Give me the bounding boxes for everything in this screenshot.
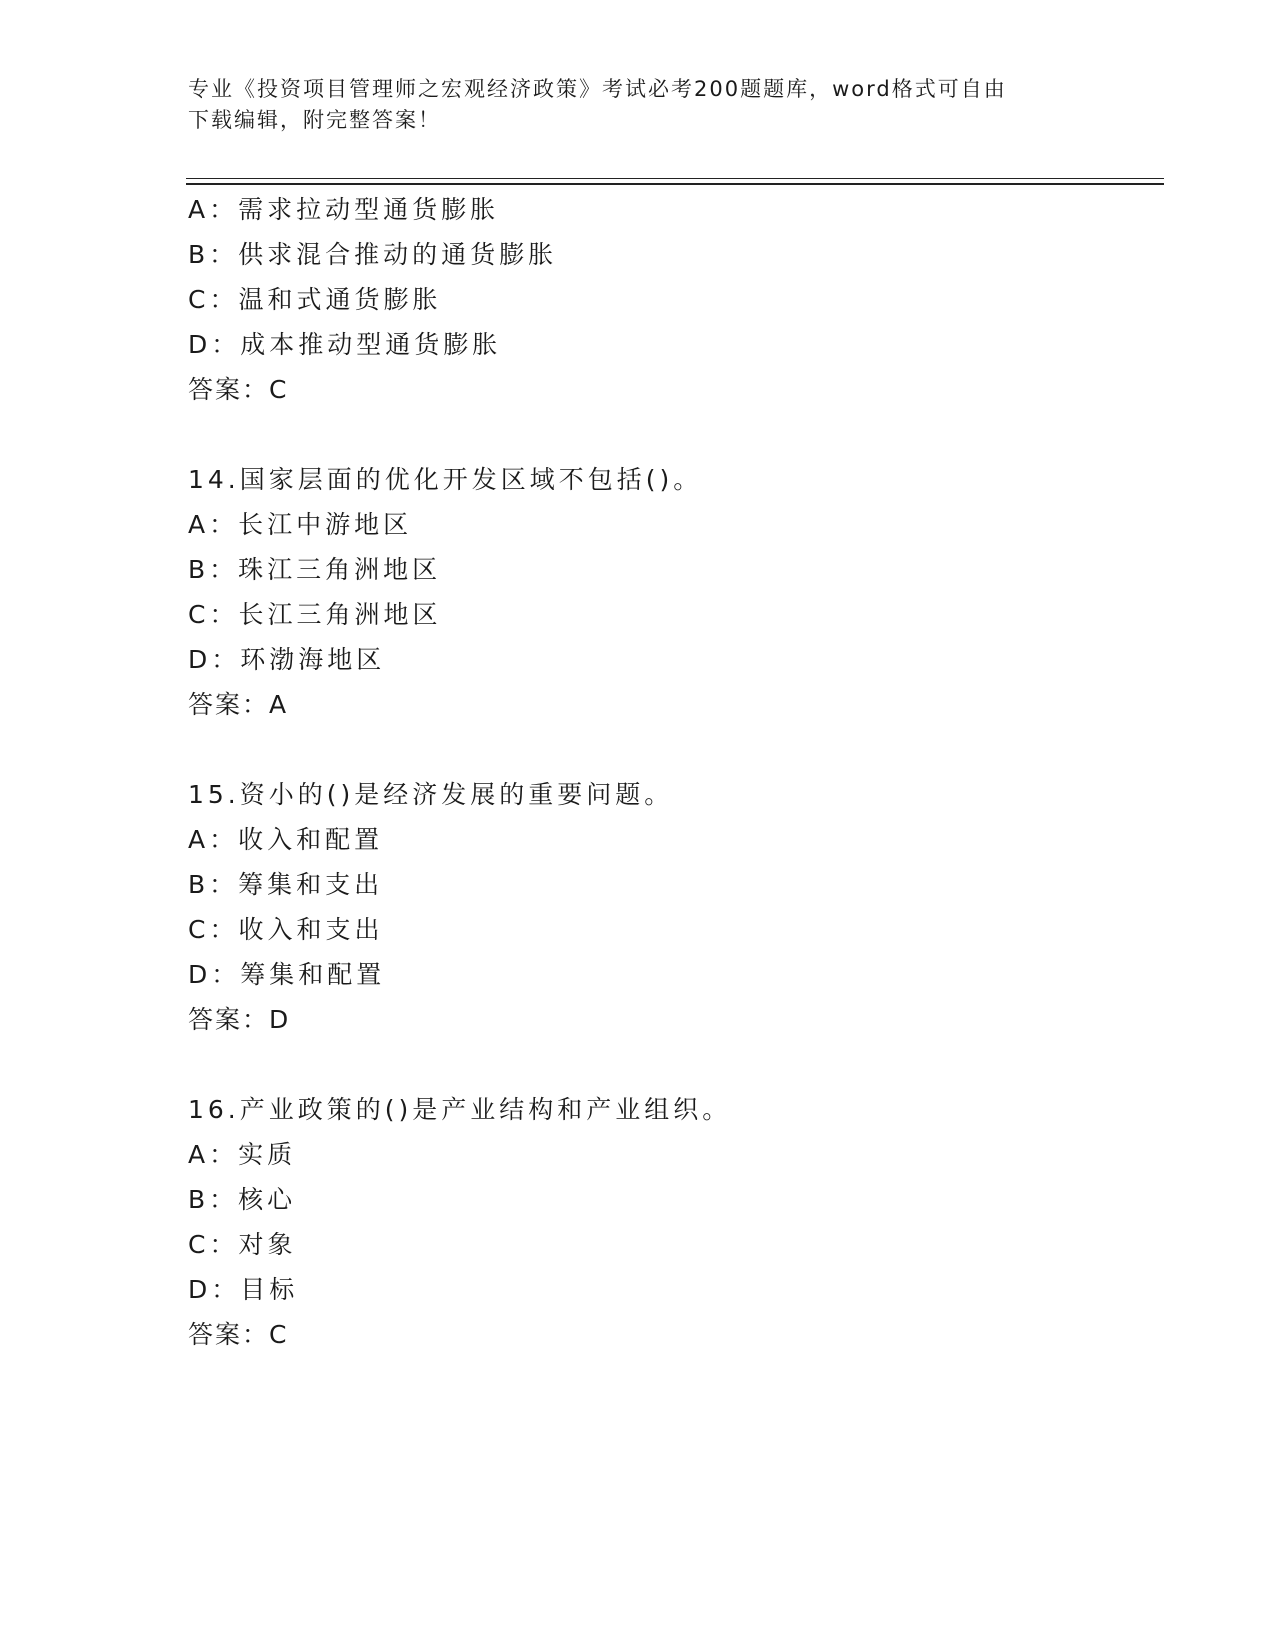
q15-option-c: C：收入和支出 [188,915,384,944]
q15-answer-value: D [269,1005,290,1034]
q13-option-d: D：成本推动型通货膨胀 [188,330,502,359]
q16-option-b: B：核心 [188,1185,297,1214]
q15-answer-label: 答案： [188,1005,270,1034]
q15-option-a: A：收入和配置 [188,825,384,854]
q13-option-a: A：需求拉动型通货膨胀 [188,195,500,224]
q13-option-c: C：温和式通货膨胀 [188,285,442,314]
q13-answer [188,375,287,405]
q16-answer [188,1320,287,1350]
q13-option-b: B：供求混合推动的通货膨胀 [188,240,558,269]
q14-option-c: C：长江三角洲地区 [188,600,442,629]
q16-option-a: A：实质 [188,1140,297,1169]
header-line-1: 专业《投资项目管理师之宏观经济政策》考试必考200题题库，word格式可自由 [188,77,1007,101]
q14-question: 14.国家层面的优化开发区域不包括()。 [188,465,703,494]
q16-option-d: D：目标 [188,1275,299,1304]
q14-option-a: A：长江中游地区 [188,510,413,539]
q14-answer [188,690,287,720]
header-divider-thin [186,178,1164,179]
q16-answer-value: C [269,1320,288,1349]
q15-question: 15.资小的()是经济发展的重要问题。 [188,780,674,809]
q15-option-b: B：筹集和支出 [188,870,384,899]
q15-option-d: D：筹集和配置 [188,960,386,989]
q15-answer [188,1005,289,1035]
q16-option-c: C：对象 [188,1230,297,1259]
q14-answer-label: 答案： [188,690,270,719]
document-header [188,74,1088,136]
q14-answer-value: A [269,690,288,719]
q16-question: 16.产业政策的()是产业结构和产业组织。 [188,1095,732,1124]
q14-option-b: B：珠江三角洲地区 [188,555,442,584]
q13-answer-value: C [269,375,288,404]
header-divider-thick [186,183,1164,185]
q16-answer-label: 答案： [188,1320,270,1349]
header-line-2: 下载编辑，附完整答案！ [188,108,441,132]
q14-option-d: D：环渤海地区 [188,645,386,674]
q13-answer-label: 答案： [188,375,270,404]
